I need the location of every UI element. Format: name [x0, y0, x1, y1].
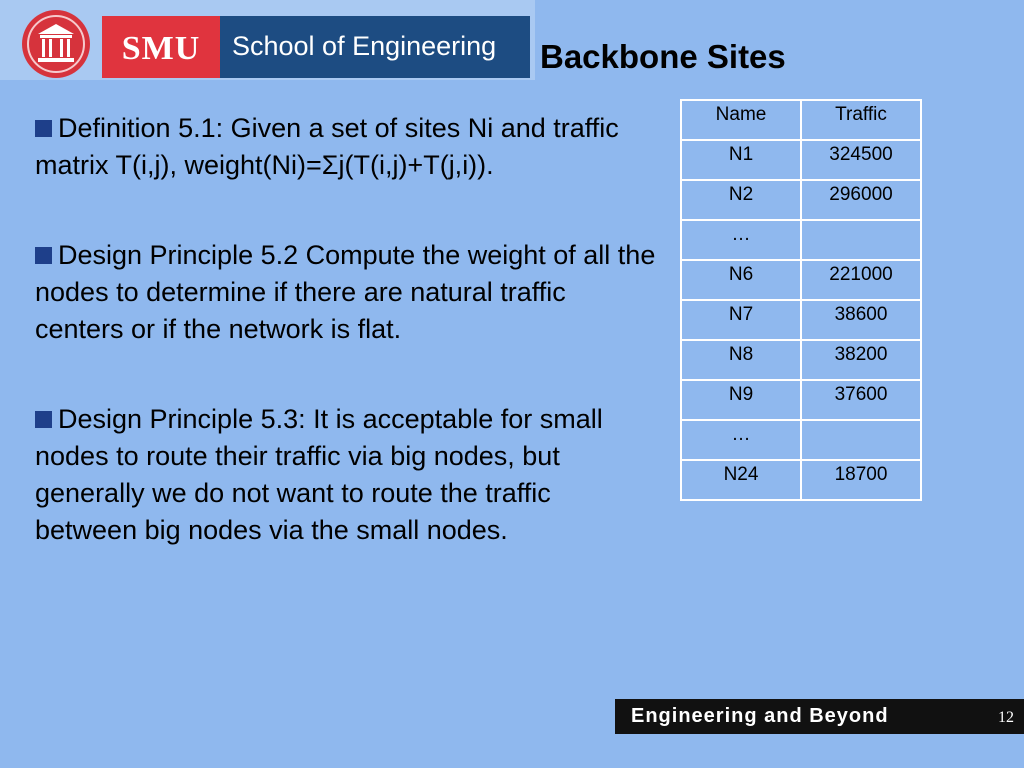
square-bullet-icon — [35, 120, 52, 137]
footer-bar — [615, 699, 1024, 734]
footer-tagline: Engineering and Beyond — [631, 705, 889, 727]
table-cell: 221000 — [801, 260, 921, 300]
table-cell: N24 — [681, 460, 801, 500]
table-row — [681, 420, 921, 460]
square-bullet-icon — [35, 411, 52, 428]
bullet-paragraph — [35, 110, 660, 184]
table-row — [681, 340, 921, 380]
table-row — [681, 260, 921, 300]
table-header-cell: Name — [681, 100, 801, 140]
school-logo — [220, 16, 530, 78]
table-row — [681, 380, 921, 420]
table-cell: 37600 — [801, 380, 921, 420]
slide-title: Backbone Sites — [540, 38, 786, 75]
table-cell: 18700 — [801, 460, 921, 500]
table-cell: 296000 — [801, 180, 921, 220]
table-cell — [801, 220, 921, 260]
bullet-paragraph — [35, 237, 660, 348]
table-cell: … — [681, 420, 801, 460]
traffic-table — [680, 99, 922, 501]
table-cell: N7 — [681, 300, 801, 340]
bullet-paragraph — [35, 401, 660, 549]
table-row — [681, 460, 921, 500]
paragraph-text: Design Principle 5.3: It is acceptable for small nodes to route their traffic via big nodes, but generally we do not want to route the traffic between big nodes via the small nodes. — [35, 404, 603, 545]
paragraph-text: Definition 5.1: Given a set of sites Ni and traffic matrix T(i,j), weight(Ni)=Σj(T(i,j)+T(j,i)). — [35, 113, 619, 180]
table-cell: N2 — [681, 180, 801, 220]
square-bullet-icon — [35, 247, 52, 264]
table-cell: N8 — [681, 340, 801, 380]
table-cell: 324500 — [801, 140, 921, 180]
table-header-row — [681, 100, 921, 140]
table-cell — [801, 420, 921, 460]
table-cell: N9 — [681, 380, 801, 420]
slide-body — [35, 110, 660, 602]
table-cell: 38600 — [801, 300, 921, 340]
table-cell: N1 — [681, 140, 801, 180]
school-logo-text: School of Engineering — [232, 31, 497, 61]
page-number: 12 — [998, 709, 1014, 726]
smu-logo — [102, 16, 220, 78]
logo-band — [0, 0, 535, 80]
table-cell: … — [681, 220, 801, 260]
table-cell: N6 — [681, 260, 801, 300]
smu-logo-text: SMU — [121, 30, 201, 67]
table-row — [681, 180, 921, 220]
table-row — [681, 300, 921, 340]
smu-seal-icon — [22, 10, 90, 78]
paragraph-text: Design Principle 5.2 Compute the weight of all the nodes to determine if there are natural traffic centers or if the network is flat. — [35, 240, 656, 344]
table-cell: 38200 — [801, 340, 921, 380]
table-header-cell: Traffic — [801, 100, 921, 140]
table-row — [681, 140, 921, 180]
table-row — [681, 220, 921, 260]
